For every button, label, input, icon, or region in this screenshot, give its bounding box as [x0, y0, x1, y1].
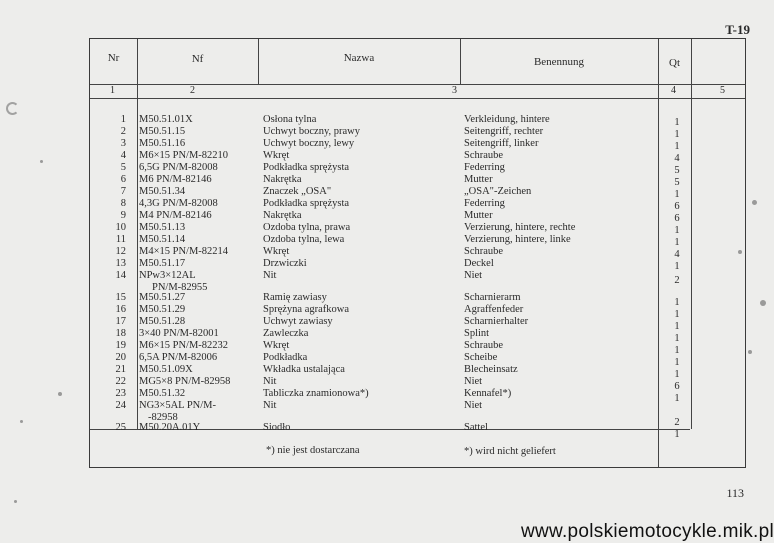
row-nf: M50.51.32	[139, 388, 186, 399]
row-nazwa: Sprężyna agrafkowa	[263, 304, 349, 315]
row-qt: 2	[674, 417, 680, 428]
row-nr: 18	[115, 328, 126, 339]
row-nr: 19	[115, 340, 126, 351]
row-nr: 12	[115, 246, 126, 257]
row-nr: 9	[120, 210, 126, 221]
column-number: 3	[452, 85, 457, 96]
row-nf: NG3×5AL PN/M-	[139, 400, 216, 411]
page-code: T-19	[725, 22, 750, 37]
row-qt: 6	[674, 201, 680, 212]
row-benennung: Deckel	[464, 258, 494, 269]
row-nazwa: Uchwyt zawiasy	[263, 316, 333, 327]
row-nf: M50.51.17	[139, 258, 186, 269]
row-nr: 4	[120, 150, 126, 161]
row-nazwa: Wkręt	[263, 340, 290, 351]
watermark: www.polskiemotocykle.mik.pl	[520, 521, 774, 542]
row-qt: 1	[674, 297, 680, 308]
row-qt: 5	[674, 177, 680, 188]
row-qt: 6	[674, 213, 680, 224]
row-nf: M50.51.28	[139, 316, 186, 327]
scan-speck	[752, 200, 757, 205]
row-nazwa: Podkładka sprężysta	[263, 162, 350, 173]
scan-speck	[738, 250, 742, 254]
row-nr: 23	[115, 388, 126, 399]
row-nf: 6,5A PN/M-82006	[139, 352, 218, 363]
row-qt: 1	[674, 117, 680, 128]
row-nf: M50.51.27	[139, 292, 186, 303]
header-divider	[90, 84, 745, 85]
row-benennung: Seitengriff, linker	[464, 138, 539, 149]
row-qt: 4	[674, 153, 680, 164]
row-nf: M6×15 PN/M-82232	[139, 340, 229, 351]
scan-speck	[40, 160, 43, 163]
row-nr: 3	[120, 138, 126, 149]
row-nr: 21	[115, 364, 126, 375]
page-number: 113	[726, 486, 744, 500]
row-qt: 1	[674, 333, 680, 344]
row-nf: M50.51.29	[139, 304, 186, 315]
row-benennung: Scharnierhalter	[464, 316, 529, 327]
row-benennung: Agraffenfeder	[464, 304, 524, 315]
row-benennung: Niet	[464, 270, 483, 281]
row-benennung: Verzierung, hintere, linke	[464, 234, 571, 245]
row-nazwa: Podkładka sprężysta	[263, 198, 350, 209]
row-qt: 1	[674, 309, 680, 320]
row-benennung: Verkleidung, hintere	[464, 114, 550, 125]
row-nazwa: Nakrętka	[263, 174, 302, 185]
footnote-benennung: *) wird nicht geliefert	[464, 446, 556, 457]
row-benennung: Verzierung, hintere, rechte	[464, 222, 576, 233]
row-nazwa: Wkręt	[263, 246, 290, 257]
row-benennung: Schraube	[464, 150, 504, 161]
row-benennung: Splint	[464, 328, 490, 339]
row-nr: 24	[115, 400, 126, 411]
row-nazwa: Ozdoba tylna, lewa	[263, 234, 345, 245]
row-qt: 6	[674, 381, 680, 392]
row-nf: M50.51.13	[139, 222, 186, 233]
row-nf: M50.20A.01Y	[139, 422, 201, 433]
column-number: 2	[190, 85, 195, 96]
row-nf: M50.51.14	[139, 234, 186, 245]
row-nf: M50.51.16	[139, 138, 186, 149]
row-nazwa: Uchwyt boczny, prawy	[263, 126, 360, 137]
row-nr: 10	[115, 222, 126, 233]
row-nazwa: Nakrętka	[263, 210, 302, 221]
row-qt: 1	[674, 225, 680, 236]
row-benennung: Niet	[464, 376, 483, 387]
row-qt: 1	[674, 321, 680, 332]
row-nazwa: Drzwiczki	[263, 258, 307, 269]
row-nf: 4,3G PN/M-82008	[139, 198, 218, 209]
row-nazwa: Nit	[263, 376, 277, 387]
row-nazwa: Nit	[263, 400, 277, 411]
row-nazwa: Siodło	[263, 422, 291, 433]
scan-speck	[58, 392, 62, 396]
scan-speck	[14, 500, 17, 503]
row-benennung: Seitengriff, rechter	[464, 126, 544, 137]
row-nazwa: Wkładka ustalająca	[263, 364, 345, 375]
row-nf-continued: -82958	[148, 412, 178, 423]
row-nr: 25	[115, 422, 126, 433]
row-nr: 14	[115, 270, 126, 281]
row-benennung: Blecheinsatz	[464, 364, 518, 375]
row-qt: 1	[674, 189, 680, 200]
header-nazwa: Nazwa	[343, 52, 375, 64]
row-nr: 8	[120, 198, 126, 209]
column-number-divider	[90, 98, 745, 99]
header-benennung: Benennung	[533, 56, 585, 68]
row-qt: 2	[674, 275, 680, 286]
row-qt: 1	[674, 129, 680, 140]
row-nf: M50.51.15	[139, 126, 186, 137]
row-nf: M50.51.01X	[139, 114, 193, 125]
row-nf: M6 PN/M-82146	[139, 174, 212, 185]
row-qt: 1	[674, 345, 680, 356]
row-qt: 5	[674, 165, 680, 176]
row-benennung: Mutter	[464, 210, 493, 221]
row-nr: 20	[115, 352, 126, 363]
row-benennung: Niet	[464, 400, 483, 411]
row-nr: 22	[115, 376, 126, 387]
row-nr: 13	[115, 258, 126, 269]
row-nr: 15	[115, 292, 126, 303]
row-nr: 6	[120, 174, 126, 185]
header-qt: Qt	[669, 57, 680, 69]
parts-table	[89, 38, 746, 468]
row-nf: 3×40 PN/M-82001	[139, 328, 219, 339]
column-number: 4	[671, 85, 676, 96]
row-benennung: Schraube	[464, 246, 504, 257]
row-nazwa: Nit	[263, 270, 277, 281]
row-nf: MG5×8 PN/M-82958	[139, 376, 231, 387]
row-qt: 1	[674, 357, 680, 368]
header-nf: Nf	[191, 53, 204, 65]
row-nf: M50.51.09X	[139, 364, 193, 375]
row-nf: 6,5G PN/M-82008	[139, 162, 218, 173]
row-benennung: Scheibe	[464, 352, 498, 363]
column-number: 5	[720, 85, 725, 96]
row-nf: NPw3×12AL	[139, 270, 196, 281]
row-benennung: Federring	[464, 198, 505, 209]
row-qt: 4	[674, 249, 680, 260]
row-nazwa: Znaczek „OSA"	[263, 186, 332, 197]
row-nazwa: Uchwyt boczny, lewy	[263, 138, 355, 149]
column-number: 1	[110, 85, 115, 96]
row-nr: 5	[120, 162, 126, 173]
row-benennung: Kennafel*)	[464, 388, 512, 399]
column-divider	[658, 39, 659, 467]
row-benennung: Sattel	[464, 422, 488, 433]
scan-speck	[760, 300, 766, 306]
footnote-nazwa: *) nie jest dostarczana	[266, 445, 360, 456]
scan-speck	[20, 420, 23, 423]
row-benennung: Scharnierarm	[464, 292, 521, 303]
row-nr: 2	[120, 126, 126, 137]
row-qt: 1	[674, 261, 680, 272]
row-nf: M6×15 PN/M-82210	[139, 150, 229, 161]
row-nazwa: Zawleczka	[263, 328, 309, 339]
row-benennung: „OSA"-Zeichen	[464, 186, 532, 197]
scan-speck	[748, 350, 752, 354]
row-nf: M4×15 PN/M-82214	[139, 246, 229, 257]
row-benennung: Federring	[464, 162, 505, 173]
row-nf-continued: PN/M-82955	[152, 282, 208, 293]
row-nr: 17	[115, 316, 126, 327]
row-nr: 11	[115, 234, 126, 245]
row-nazwa: Podkładka	[263, 352, 308, 363]
row-benennung: Mutter	[464, 174, 493, 185]
row-nr: 1	[120, 114, 126, 125]
row-nf: M4 PN/M-82146	[139, 210, 212, 221]
row-benennung: Schraube	[464, 340, 504, 351]
scan-mark	[6, 102, 19, 115]
row-nazwa: Osłona tylna	[263, 114, 317, 125]
row-qt: 1	[674, 237, 680, 248]
row-nf: M50.51.34	[139, 186, 186, 197]
row-nazwa: Ramię zawiasy	[263, 292, 327, 303]
header-nr: Nr	[107, 52, 120, 64]
row-nr: 7	[120, 186, 126, 197]
row-nazwa: Wkręt	[263, 150, 290, 161]
row-qt: 1	[674, 393, 680, 404]
row-qt: 1	[674, 369, 680, 380]
row-nazwa: Ozdoba tylna, prawa	[263, 222, 351, 233]
row-nr: 16	[115, 304, 126, 315]
row-qt: 1	[674, 429, 680, 440]
row-nazwa: Tabliczka znamionowa*)	[263, 388, 369, 399]
row-qt: 1	[674, 141, 680, 152]
